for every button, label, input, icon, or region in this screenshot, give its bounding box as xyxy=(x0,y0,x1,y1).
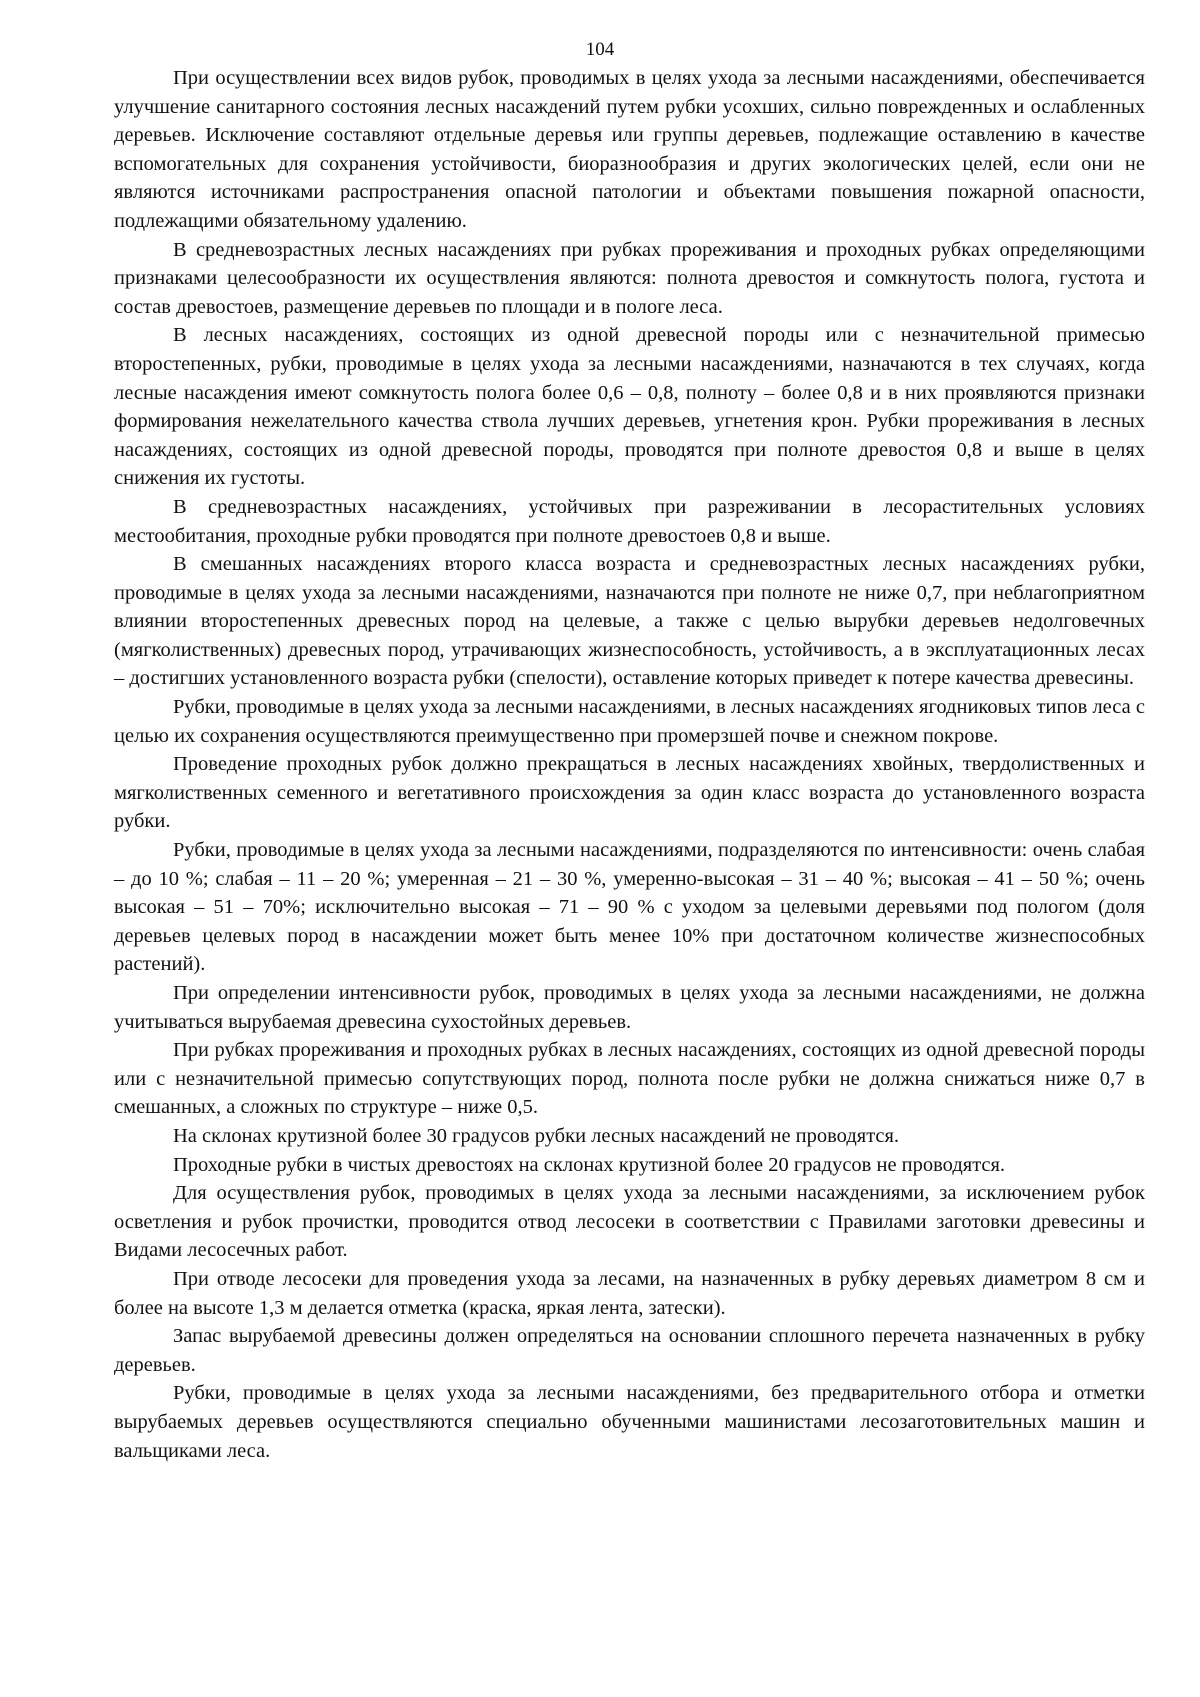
paragraph: Рубки, проводимые в целях ухода за лесными насаждениями, подразделяются по интенсивности: очень слабая – до 10 %; слабая – 11 – 20 %; умеренная – 21 – 30 %, умеренно-высокая – 31 – 40 %; высокая – 41 – 50 %; очень высокая – 51 – 70%; исключительно высокая – 71 – 90 % с уходом за целевыми деревьями под пологом (доля деревьев целевых пород в насаждении может быть менее 10% при достаточном количестве жизнеспособных растений). xyxy=(114,839,1145,976)
paragraph: При отводе лесосеки для проведения ухода за лесами, на назначенных в рубку деревьях диаметром 8 см и более на высоте 1,3 м делается отметка (краска, яркая лента, затески). xyxy=(114,1267,1145,1319)
paragraph: При осуществлении всех видов рубок, проводимых в целях ухода за лесными насаждениями, обеспечивается улучшение санитарного состояния лесных насаждений путем рубки усохших, сильно поврежденных и ослабленных деревьев. Исключение составляют отдельные деревья или группы деревьев, подлежащие оставлению в качестве вспомогательных для сохранения устойчивости, биоразнообразия и других экологических целей, если они не являются источниками распространения опасной патологии и объектами повышения пожарной опасности, подлежащими обязательному удалению. xyxy=(114,67,1145,232)
paragraph: Запас вырубаемой древесины должен определяться на основании сплошного перечета назначенных в рубку деревьев. xyxy=(114,1325,1145,1376)
paragraph: При определении интенсивности рубок, проводимых в целях ухода за лесными насаждениями, не должна учитываться вырубаемая древесина сухостойных деревьев. xyxy=(114,982,1145,1033)
paragraph: Рубки, проводимые в целях ухода за лесными насаждениями, без предварительного отбора и отметки вырубаемых деревьев осуществляются специально обученными машинистами лесозаготовительных машин и вальщиками леса. xyxy=(114,1382,1145,1462)
paragraph: На склонах крутизной более 30 градусов рубки лесных насаждений не проводятся. xyxy=(173,1124,900,1147)
paragraph: Для осуществления рубок, проводимых в целях ухода за лесными насаждениями, за исключением рубок осветления и рубок прочистки, проводится отвод лесосеки в соответствии с Правилами заготовки древесины и Видами лесосечных работ. xyxy=(114,1182,1145,1262)
page-number: 104 xyxy=(585,39,615,60)
paragraph: В средневозрастных лесных насаждениях при рубках прореживания и проходных рубках определяющими признаками целесообразности их осуществления являются: полнота древостоя и сомкнутость полога, густота и состав древостоев, размещение деревьев по площади и в пологе леса. xyxy=(114,238,1145,318)
paragraph: В лесных насаждениях, состоящих из одной древесной породы или с незначительной примесью второстепенных, рубки, проводимые в целях ухода за лесными насаждениями, назначаются в тех случаях, когда лесные насаждения имеют сомкнутость полога более 0,6 – 0,8, полноту – более 0,8 и в них проявляются признаки формирования нежелательного качества ствола лучших деревьев, угнетения крон. Рубки прореживания в лесных насаждениях, состоящих из одной древесной породы, проводятся при полноте древостоя 0,8 и выше в целях снижения их густоты. xyxy=(114,324,1145,490)
paragraph: Проходные рубки в чистых древостоях на склонах крутизной более 20 градусов не проводятся. xyxy=(173,1153,1006,1176)
paragraph: Рубки, проводимые в целях ухода за лесными насаждениями, в лесных насаждениях ягодниковых типов леса с целью их сохранения осуществляются преимущественно при промерзшей почве и снежном покрове. xyxy=(114,696,1145,747)
paragraph: Проведение проходных рубок должно прекращаться в лесных насаждениях хвойных, твердолиственных и мягколиственных семенного и вегетативного происхождения за один класс возраста до установленного возраста рубки. xyxy=(114,753,1145,833)
paragraph: В смешанных насаждениях второго класса возраста и средневозрастных лесных насаждениях рубки, проводимые в целях ухода за лесными насаждениями, назначаются при полноте не ниже 0,7, при неблагоприятном влиянии второстепенных древесных пород на целевые, а также с целью вырубки деревьев недолговечных (мягколиственных) древесных пород, утрачивающих жизнеспособность, устойчивость, а в эксплуатационных лесах – достигших установленного возраста рубки (спелости), оставление которых приведет к потере качества древесины. xyxy=(114,553,1145,690)
body-text xyxy=(114,64,1145,1465)
paragraph: При рубках прореживания и проходных рубках в лесных насаждениях, состоящих из одной древесной породы или с незначительной примесью сопутствующих пород, полнота после рубки не должна снижаться ниже 0,7 в смешанных, а сложных по структуре – ниже 0,5. xyxy=(114,1039,1145,1119)
paragraph: В средневозрастных насаждениях, устойчивых при разреживании в лесорастительных условиях местообитания, проходные рубки проводятся при полноте древостоев 0,8 и выше. xyxy=(114,495,1145,547)
